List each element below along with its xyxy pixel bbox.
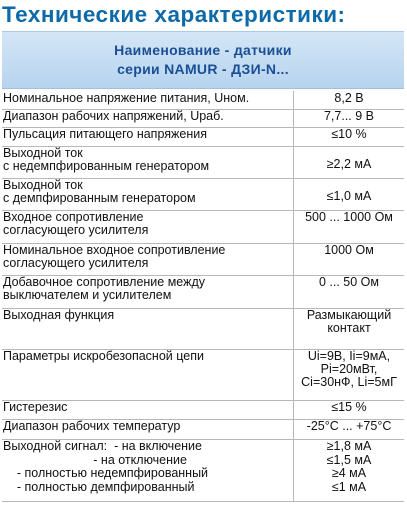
- parameter-name-line: Пульсация питающего напряжения: [3, 127, 207, 141]
- parameter-value-line: ≤15 %: [331, 400, 367, 414]
- table-row: [2, 349, 404, 401]
- table-row: [2, 400, 404, 420]
- parameter-value-line: ≤10 %: [331, 127, 367, 141]
- parameter-name: [3, 110, 289, 123]
- parameter-value: [294, 350, 404, 389]
- page-title: Технические характеристики:: [2, 2, 346, 27]
- parameter-value: [294, 92, 404, 105]
- parameter-name-line: согласующего усилителя: [3, 256, 149, 270]
- parameter-value: [294, 244, 404, 257]
- parameter-value-line: 0 ... 50 Ом: [318, 275, 379, 289]
- parameter-value: [294, 211, 404, 224]
- parameter-name: [3, 179, 289, 205]
- parameter-name-line: Добавочное сопротивление между: [3, 275, 206, 289]
- header-line-2: серии NAMUR - ДЗИ-N...: [117, 61, 289, 77]
- parameter-value: [294, 309, 404, 335]
- parameter-name-line: - на отключение: [3, 452, 187, 467]
- parameter-value-line: 7,7... 9 В: [323, 109, 375, 123]
- parameter-value: [294, 190, 404, 203]
- parameter-value-line: Ui=9В, Ii=9мА,: [307, 349, 391, 363]
- table-row: [2, 439, 404, 502]
- parameter-value: [294, 440, 404, 494]
- table-row: [2, 178, 404, 211]
- parameter-name-line: Выходной ток: [3, 178, 83, 192]
- parameter-name: [3, 244, 289, 270]
- header-line-1: Наименование - датчики: [114, 42, 292, 58]
- parameter-value-line: 8,2 В: [334, 91, 364, 105]
- parameter-value-line: -25°C ... +75°C: [306, 419, 392, 433]
- parameter-name-line: Входное сопротивление: [3, 210, 144, 224]
- parameter-value: [294, 276, 404, 289]
- parameter-name-line: с демпфированным генератором: [3, 191, 196, 205]
- parameter-value: [294, 401, 404, 414]
- parameter-name-line: согласующего усилителя: [3, 223, 149, 237]
- table-row: [2, 419, 404, 440]
- parameter-value-line: ≤1,5 мА: [326, 452, 372, 467]
- parameter-value-line: ≤1 мА: [331, 479, 367, 494]
- parameter-name-line: с недемпфированным генератором: [3, 159, 210, 173]
- parameter-name-line: Номинальное входное сопротивление: [3, 243, 226, 257]
- parameter-name-line: - полностью недемпфированный: [3, 466, 209, 480]
- parameter-value-line: ≥4 мА: [331, 466, 367, 480]
- parameter-name: [3, 147, 289, 173]
- parameter-value-line: Размыкающий: [306, 308, 392, 322]
- parameter-value-line: 1000 Ом: [324, 243, 374, 257]
- parameter-name-line: Гистерезис: [3, 400, 68, 414]
- table-header: [2, 31, 404, 89]
- parameter-value-line: 500 ... 1000 Ом: [305, 210, 393, 224]
- parameter-value-line: Pi=20мВт,: [320, 362, 378, 376]
- parameter-name: [3, 440, 289, 494]
- parameter-value-line: Ci=30нФ, Li=5мГ: [301, 375, 397, 389]
- table-row: [2, 210, 404, 244]
- parameter-name: [3, 211, 289, 237]
- table-row: [2, 308, 404, 350]
- parameter-name-line: выключателем и усилителем: [3, 288, 172, 302]
- parameter-name-line: - полностью демпфированный: [3, 479, 195, 494]
- table-row: [2, 275, 404, 309]
- parameter-value: [294, 128, 404, 141]
- parameter-name: [3, 420, 289, 433]
- parameter-name-line: Выходная функция: [3, 308, 115, 322]
- parameter-value: [294, 158, 404, 171]
- parameter-name: [3, 401, 289, 414]
- parameter-value: [294, 110, 404, 123]
- parameter-name: [3, 350, 289, 363]
- parameter-name-line: Диапазон рабочих температур: [3, 419, 181, 433]
- parameter-value: [294, 420, 404, 433]
- parameter-name: [3, 92, 289, 105]
- table-row: [2, 109, 404, 128]
- parameter-name: [3, 309, 289, 322]
- parameter-value-line: ≤1,0 мА: [326, 189, 372, 203]
- parameter-name-line: Диапазон рабочих напряжений, Uраб.: [3, 109, 224, 123]
- table-row: [2, 243, 404, 276]
- parameter-value-line: ≥2,2 мА: [326, 157, 372, 171]
- parameter-name-line: Выходной ток: [3, 146, 83, 160]
- parameter-name: [3, 276, 289, 302]
- table-row: [2, 91, 404, 110]
- table-row: [2, 146, 404, 179]
- table-row: [2, 127, 404, 147]
- parameter-name-line: Номинальное напряжение питания, Uном.: [3, 91, 250, 105]
- parameter-name: [3, 128, 289, 141]
- parameter-value-line: ≥1,8 мА: [326, 439, 372, 453]
- parameter-name-line: Параметры искробезопасной цепи: [3, 349, 204, 363]
- parameter-name-line: Выходной сигнал: - на включение: [3, 439, 202, 453]
- parameter-value-line: контакт: [327, 321, 371, 335]
